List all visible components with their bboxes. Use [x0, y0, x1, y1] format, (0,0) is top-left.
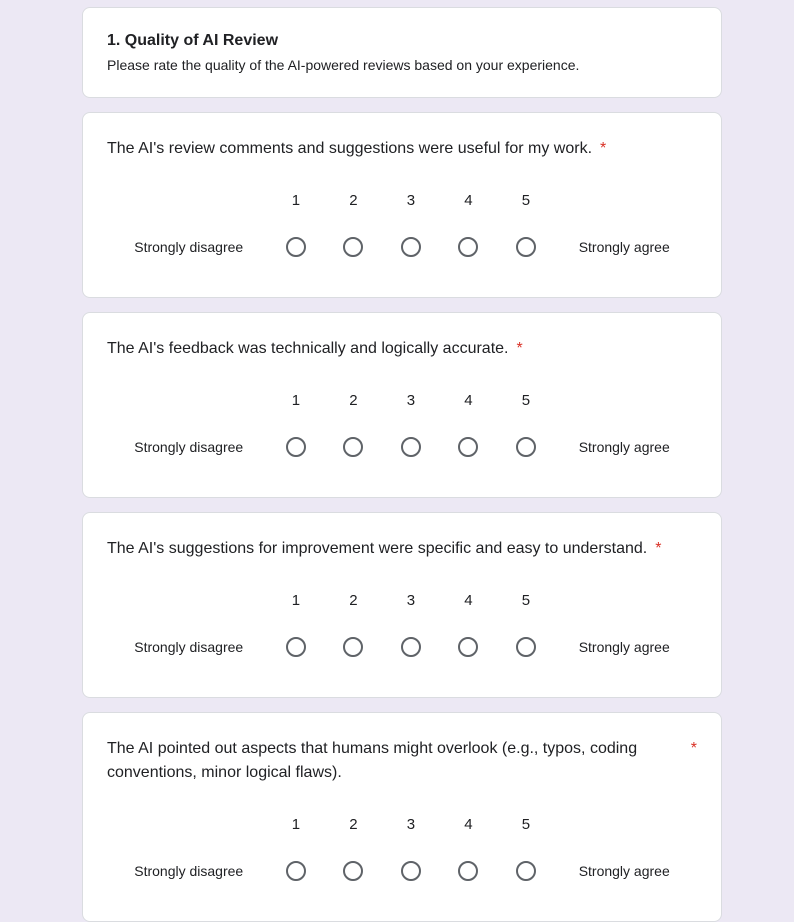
scale-option-label-1: 1 [291, 816, 301, 833]
scale-option-label-4: 4 [464, 816, 473, 833]
scale-options [267, 191, 555, 257]
scale-column-2 [325, 391, 383, 457]
scale-option-label-5: 5 [521, 392, 531, 409]
required-asterisk: * [600, 140, 607, 157]
scale-radio-1[interactable] [286, 237, 306, 257]
scale-max-label: Strongly agree [578, 863, 670, 879]
scale-radio-5[interactable] [516, 237, 536, 257]
scale-option-label-2: 2 [349, 592, 358, 609]
scale-option-label-1: 1 [291, 192, 301, 209]
question-card-4 [82, 712, 722, 922]
scale-min-label: Strongly disagree [134, 863, 244, 879]
scale-column-2 [325, 191, 383, 257]
question-title: The AI's suggestions for improvement were specific and easy to understand. [107, 540, 648, 557]
scale-max-label: Strongly agree [578, 639, 670, 655]
question-title: The AI's review comments and suggestions were useful for my work. [107, 140, 593, 157]
scale-option-label-4: 4 [464, 592, 473, 609]
scale-column-5 [497, 591, 555, 657]
scale-radio-2[interactable] [343, 437, 363, 457]
scale-option-label-3: 3 [406, 392, 416, 409]
question-header [107, 337, 697, 361]
scale-column-1 [267, 391, 325, 457]
required-asterisk: * [690, 740, 697, 757]
scale-column-4 [440, 815, 498, 881]
linear-scale [107, 391, 697, 457]
scale-column-1 [267, 815, 325, 881]
scale-radio-3[interactable] [401, 637, 421, 657]
required-asterisk: * [516, 340, 523, 357]
required-asterisk: * [655, 540, 662, 557]
scale-radio-4[interactable] [458, 861, 478, 881]
scale-option-label-1: 1 [291, 392, 301, 409]
scale-option-label-5: 5 [521, 592, 531, 609]
scale-radio-2[interactable] [343, 637, 363, 657]
scale-options [267, 591, 555, 657]
scale-radio-3[interactable] [401, 861, 421, 881]
scale-radio-3[interactable] [401, 437, 421, 457]
scale-column-3 [382, 591, 440, 657]
section-title: 1. Quality of AI Review [107, 32, 279, 49]
scale-option-label-4: 4 [464, 192, 473, 209]
scale-column-5 [497, 815, 555, 881]
scale-radio-4[interactable] [458, 237, 478, 257]
scale-radio-1[interactable] [286, 861, 306, 881]
scale-option-label-3: 3 [406, 816, 416, 833]
scale-radio-5[interactable] [516, 861, 536, 881]
linear-scale [107, 191, 697, 257]
scale-column-4 [440, 191, 498, 257]
scale-option-label-2: 2 [349, 392, 358, 409]
scale-max-label: Strongly agree [578, 439, 670, 455]
question-card-3 [82, 512, 722, 698]
scale-column-5 [497, 191, 555, 257]
scale-option-label-5: 5 [521, 192, 531, 209]
scale-column-2 [325, 815, 383, 881]
question-header [107, 737, 697, 785]
question-title: The AI pointed out aspects that humans might overlook (e.g., typos, coding conventions, minor logical flaws). [107, 740, 638, 781]
scale-option-label-3: 3 [406, 192, 416, 209]
scale-radio-5[interactable] [516, 637, 536, 657]
scale-max-label: Strongly agree [578, 239, 670, 255]
scale-options [267, 815, 555, 881]
question-header [107, 537, 697, 561]
scale-column-3 [382, 391, 440, 457]
section-description: Please rate the quality of the AI-powered reviews based on your experience. [107, 57, 580, 73]
scale-radio-2[interactable] [343, 237, 363, 257]
linear-scale [107, 591, 697, 657]
scale-column-3 [382, 191, 440, 257]
scale-option-label-2: 2 [349, 192, 358, 209]
scale-option-label-2: 2 [349, 816, 358, 833]
scale-option-label-4: 4 [464, 392, 473, 409]
scale-option-label-1: 1 [291, 592, 301, 609]
linear-scale [107, 815, 697, 881]
question-title: The AI's feedback was technically and logically accurate. [107, 340, 509, 357]
form-content [82, 0, 722, 922]
scale-option-label-3: 3 [406, 592, 416, 609]
scale-column-4 [440, 391, 498, 457]
scale-radio-1[interactable] [286, 637, 306, 657]
scale-column-5 [497, 391, 555, 457]
scale-min-label: Strongly disagree [134, 639, 244, 655]
scale-radio-4[interactable] [458, 437, 478, 457]
scale-radio-2[interactable] [343, 861, 363, 881]
question-card-2 [82, 312, 722, 498]
scale-min-label: Strongly disagree [134, 239, 244, 255]
scale-radio-3[interactable] [401, 237, 421, 257]
question-card-1 [82, 112, 722, 298]
scale-radio-5[interactable] [516, 437, 536, 457]
section-header-card [82, 7, 722, 98]
scale-column-1 [267, 591, 325, 657]
scale-column-2 [325, 591, 383, 657]
scale-column-4 [440, 591, 498, 657]
question-header [107, 137, 697, 161]
scale-options [267, 391, 555, 457]
scale-min-label: Strongly disagree [134, 439, 244, 455]
scale-radio-1[interactable] [286, 437, 306, 457]
scale-radio-4[interactable] [458, 637, 478, 657]
scale-column-1 [267, 191, 325, 257]
scale-column-3 [382, 815, 440, 881]
scale-option-label-5: 5 [521, 816, 531, 833]
